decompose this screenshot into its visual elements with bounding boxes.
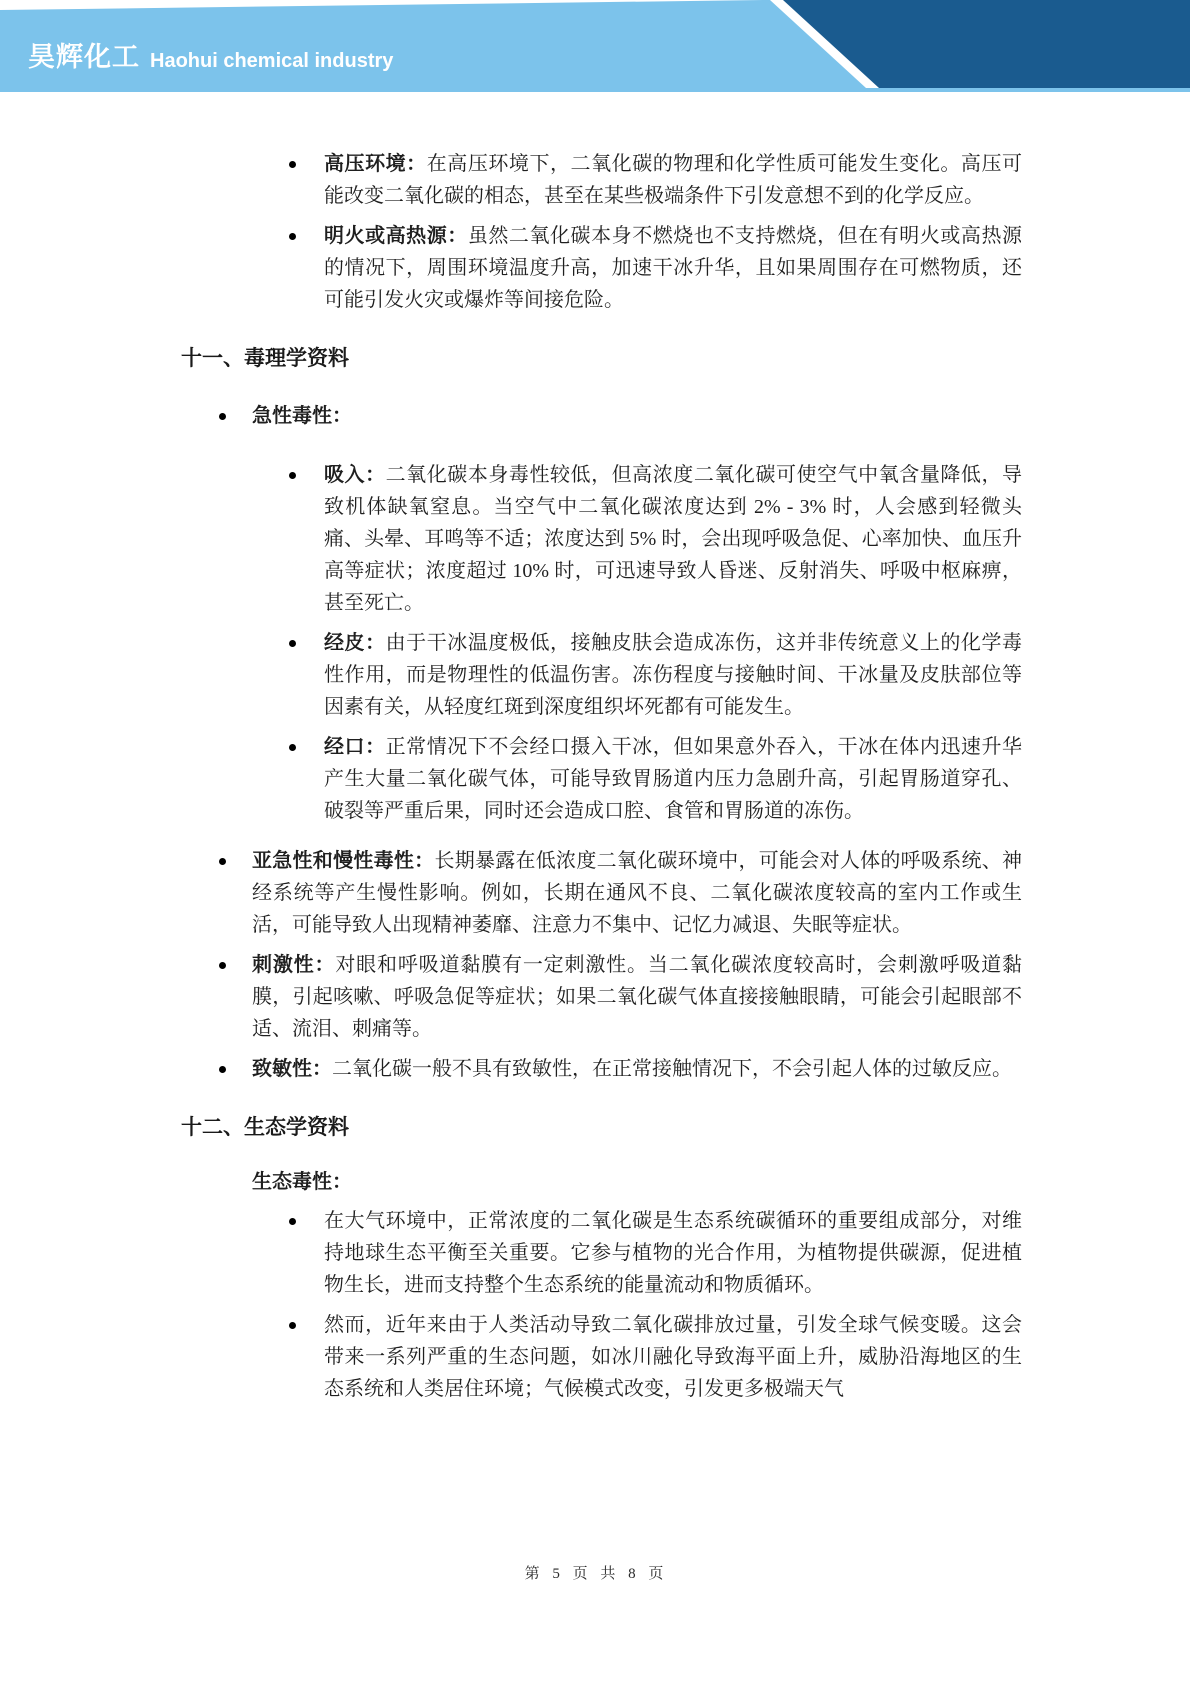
list-item-oral <box>0 731 1022 827</box>
section-heading-toxicology: 十一、毒理学资料 <box>181 346 349 370</box>
list-item-inhalation <box>0 459 1022 619</box>
item-text: 由于干冰温度极低，接触皮肤会造成冻伤，这并非传统意义上的化学毒性作用，而是物理性的低温伤害。冻伤程度与接触时间、干冰量及皮肤部位等因素有关，从轻度红斑到深度组织坏死都有可能发生。 <box>324 632 1023 718</box>
paragraph <box>324 148 1022 212</box>
paragraph <box>324 627 1022 723</box>
paragraph <box>252 1053 1022 1085</box>
list-item-irritation <box>0 949 1022 1045</box>
company-logo-en: Haohui chemical industry <box>150 50 394 72</box>
bullet-icon <box>289 640 296 647</box>
bullet-icon <box>219 1066 226 1073</box>
document-body <box>0 92 1022 1405</box>
bullet-icon <box>289 161 296 168</box>
item-label: 经口： <box>324 736 386 758</box>
paragraph <box>324 220 1022 316</box>
paragraph <box>252 949 1022 1045</box>
item-label: 吸入： <box>324 464 386 486</box>
item-text: 长期暴露在低浓度二氧化碳环境中，可能会对人体的呼吸系统、神经系统等产生慢性影响。例如，长期在通风不良、二氧化碳浓度较高的室内工作或生活，可能导致人出现精神萎靡、注意力不集中、记忆力减退、失眠等症状。 <box>252 850 1023 936</box>
bullet-icon <box>289 1322 296 1329</box>
item-text: 正常情况下不会经口摄入干冰，但如果意外吞入，干冰在体内迅速升华产生大量二氧化碳气体，可能导致胃肠道内压力急剧升高，引起胃肠道穿孔、破裂等严重后果，同时还会造成口腔、食管和胃肠道的冻伤。 <box>324 736 1023 822</box>
bullet-icon <box>289 233 296 240</box>
list-item-high-pressure <box>0 148 1022 212</box>
bullet-icon <box>289 744 296 751</box>
list-item-eco-climate <box>0 1309 1022 1405</box>
paragraph <box>252 400 1022 432</box>
list-item-dermal <box>0 627 1022 723</box>
list-item-eco-carbon-cycle <box>0 1205 1022 1301</box>
list-item-subacute-chronic <box>0 845 1022 941</box>
paragraph <box>324 1205 1022 1301</box>
company-logo-zh: 昊辉化工 <box>28 42 140 72</box>
paragraph <box>324 459 1022 619</box>
item-label: 亚急性和慢性毒性： <box>252 850 435 872</box>
paragraph <box>252 845 1022 941</box>
item-text: 虽然二氧化碳本身不燃烧也不支持燃烧，但在有明火或高热源的情况下，周围环境温度升高，加速干冰升华，且如果周围存在可燃物质，还可能引发火灾或爆炸等间接危险。 <box>324 225 1023 311</box>
bullet-icon <box>289 472 296 479</box>
header-banner-graphic <box>0 0 1190 95</box>
item-text: 在高压环境下，二氧化碳的物理和化学性质可能发生变化。高压可能改变二氧化碳的相态，甚至在某些极端条件下引发意想不到的化学反应。 <box>324 153 1023 207</box>
item-label: 刺激性： <box>252 954 336 976</box>
list-item-acute-toxicity <box>0 400 1022 432</box>
item-label: 经皮： <box>324 632 386 654</box>
subheading-ecotoxicity: 生态毒性： <box>252 1171 352 1193</box>
item-text: 二氧化碳一般不具有致敏性，在正常接触情况下，不会引起人体的过敏反应。 <box>332 1058 1012 1080</box>
header-banner <box>0 0 1190 95</box>
paragraph <box>324 1309 1022 1405</box>
item-text: 对眼和呼吸道黏膜有一定刺激性。当二氧化碳浓度较高时，会刺激呼吸道黏膜，引起咳嗽、呼吸急促等症状；如果二氧化碳气体直接接触眼睛，可能会引起眼部不适、流泪、刺痛等。 <box>252 954 1023 1040</box>
item-label: 致敏性： <box>252 1058 332 1080</box>
bullet-icon <box>219 962 226 969</box>
acute-toxicity-sublist <box>0 459 1022 827</box>
section-heading-ecology: 十二、生态学资料 <box>181 1115 349 1139</box>
list-item-sensitization <box>0 1053 1022 1085</box>
item-label: 高压环境： <box>324 153 427 175</box>
bullet-icon <box>219 858 226 865</box>
item-text: 二氧化碳本身毒性较低，但高浓度二氧化碳可使空气中氧含量降低，导致机体缺氧窒息。当空气中二氧化碳浓度达到 2% - 3% 时，人会感到轻微头痛、头晕、耳鸣等不适；浓度达到 5% 时，会出现呼吸急促、心率加快、血压升高等症状；浓度超过 10% 时，可迅速导致人昏迷、反射消失、呼吸中枢麻痹，甚至死亡。 <box>324 464 1023 614</box>
ecotoxicity-list <box>0 1205 1022 1405</box>
list-item-open-flame <box>0 220 1022 316</box>
item-label: 明火或高热源： <box>324 225 468 247</box>
item-text: 然而，近年来由于人类活动导致二氧化碳排放过量，引发全球气候变暖。这会带来一系列严重的生态问题，如冰川融化导致海平面上升，威胁沿海地区的生态系统和人类居住环境；气候模式改变，引发更多极端天气 <box>324 1314 1022 1400</box>
item-label: 急性毒性： <box>252 405 352 427</box>
bullet-icon <box>219 413 226 420</box>
bullet-icon <box>289 1218 296 1225</box>
paragraph <box>324 731 1022 827</box>
page-number: 第 5 页 共 8 页 <box>524 1566 666 1582</box>
item-text: 在大气环境中，正常浓度的二氧化碳是生态系统碳循环的重要组成部分，对维持地球生态平衡至关重要。它参与植物的光合作用，为植物提供碳源，促进植物生长，进而支持整个生态系统的能量流动和物质循环。 <box>324 1210 1022 1296</box>
